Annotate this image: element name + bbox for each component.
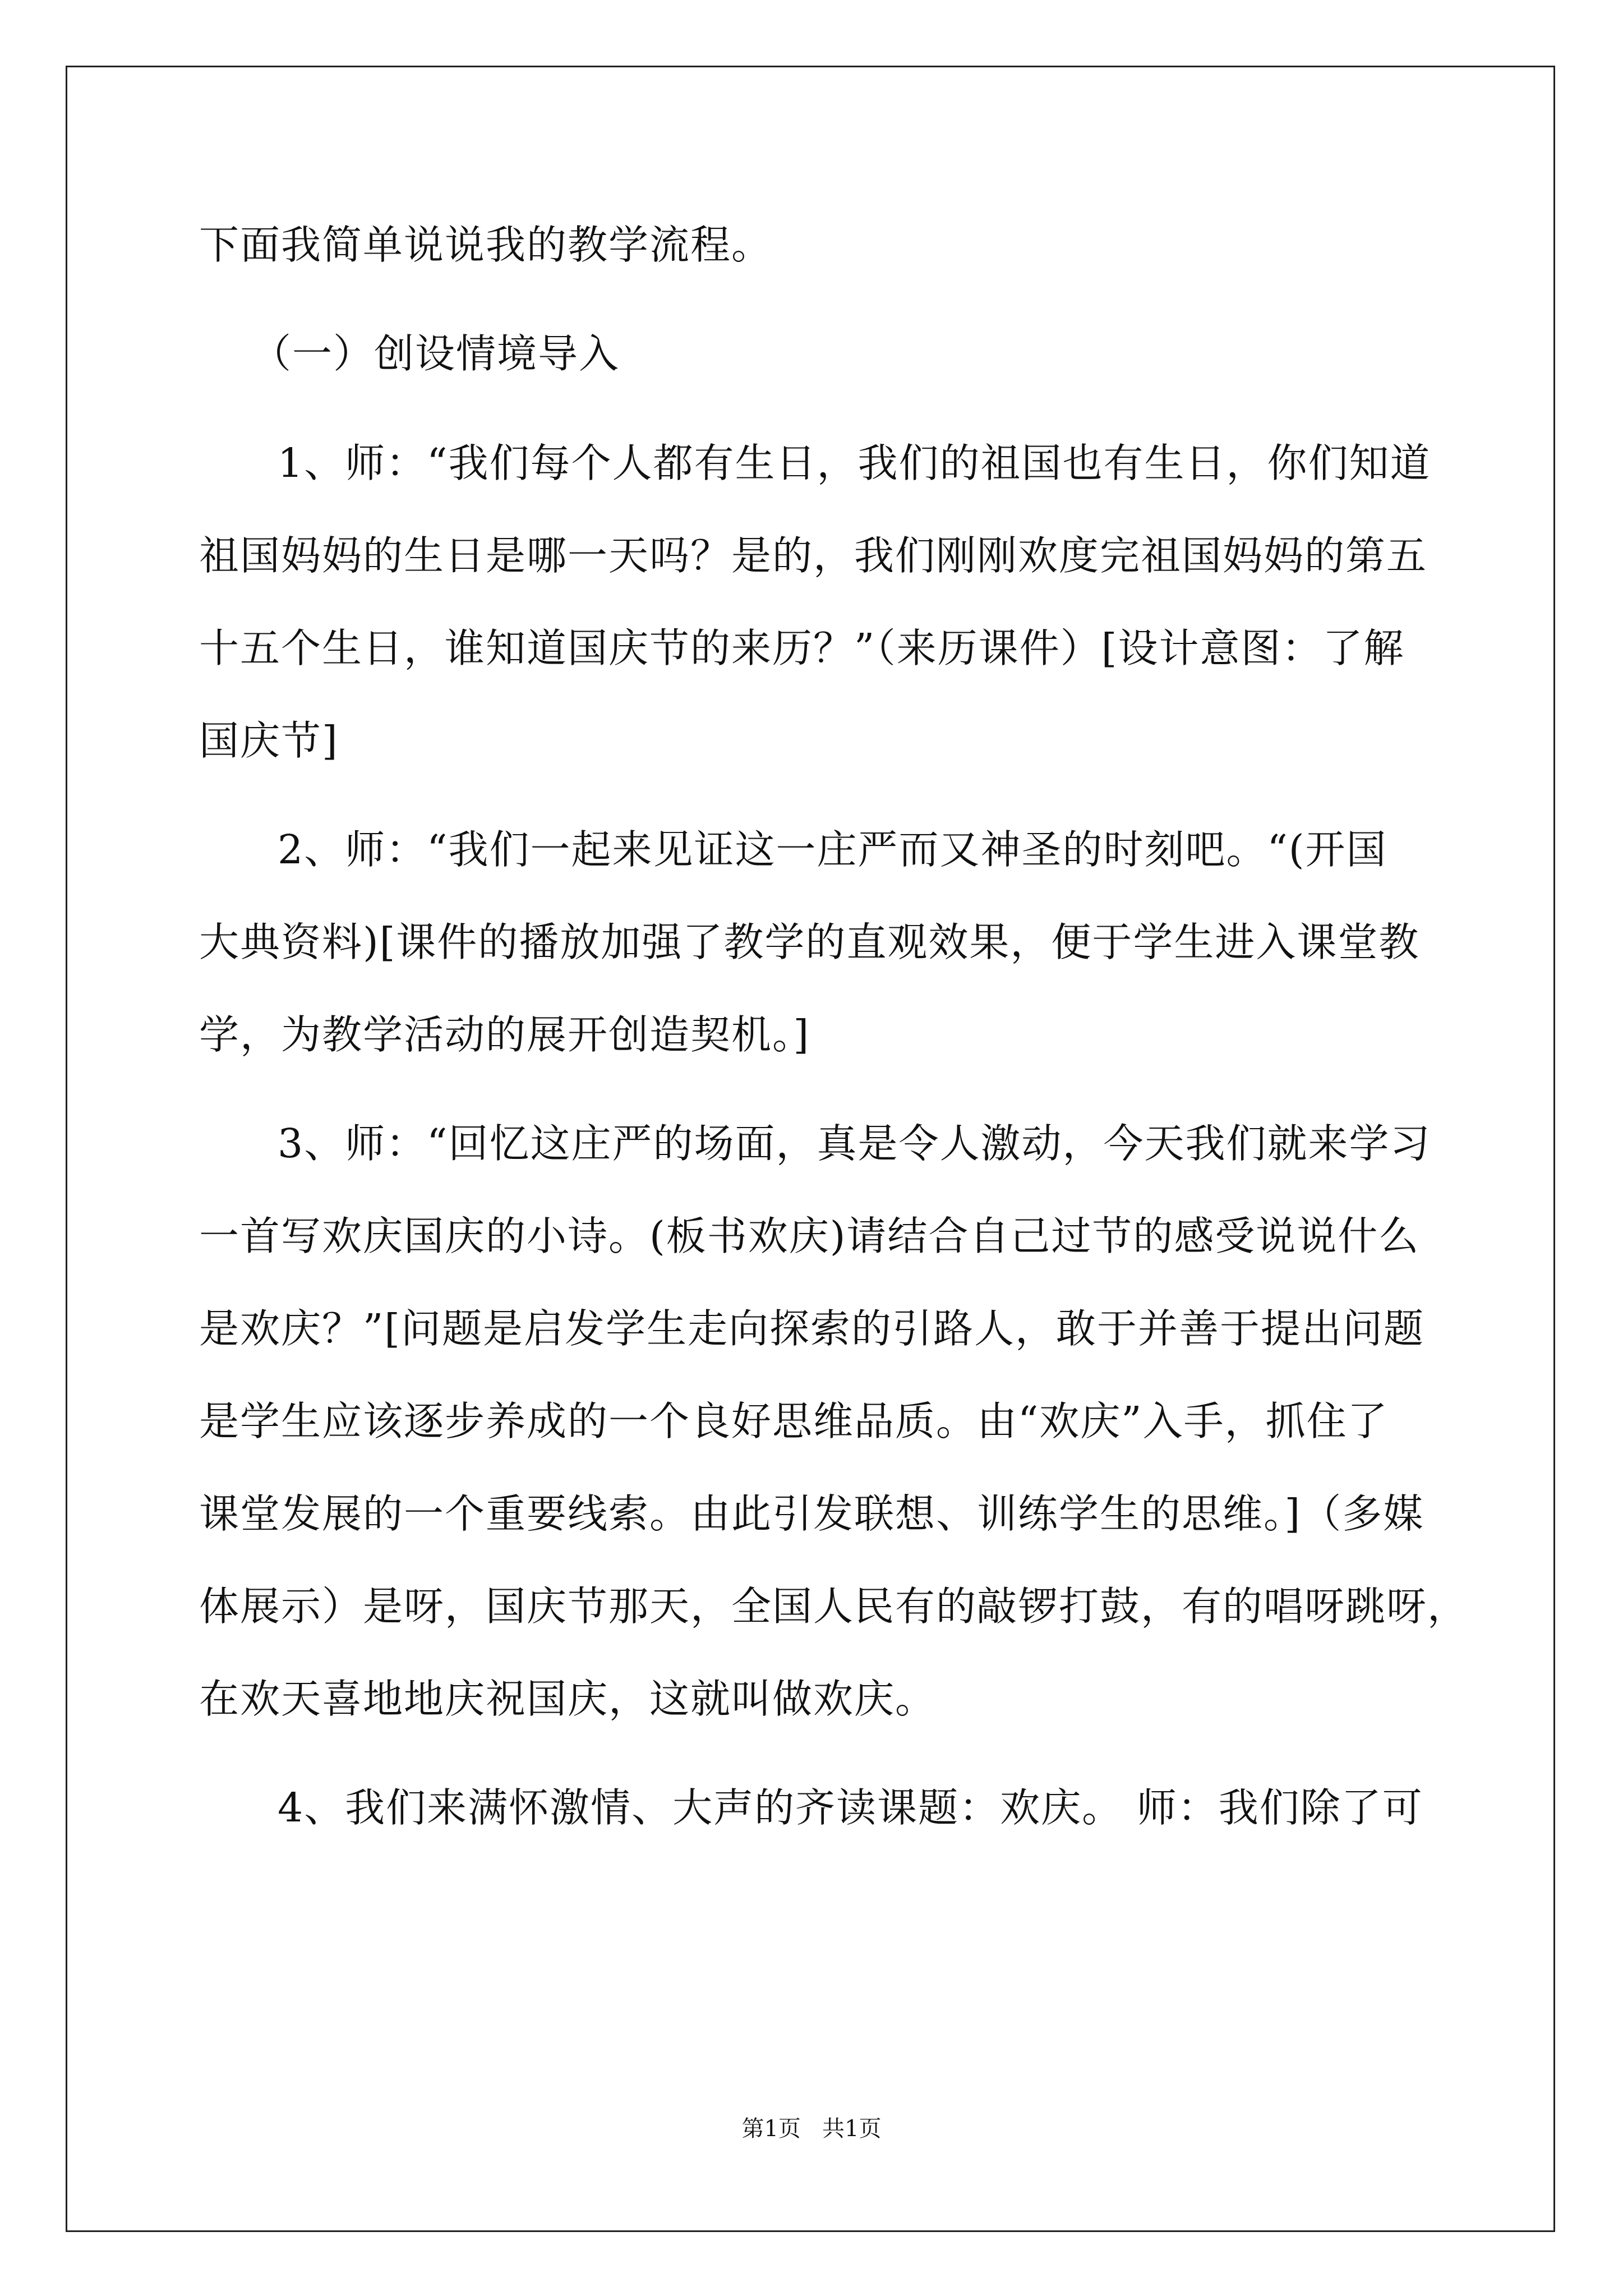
text-line-14: 课堂发展的一个重要线索。由此引发联想、训练学生的思维。]（多媒	[199, 1490, 1424, 1537]
text-line-10: 3、师：“回忆这庄严的场面，真是令人激动，今天我们就来学习	[278, 1120, 1431, 1167]
text-line-12: 是欢庆？”[问题是启发学生走向探索的引路人，敢于并善于提出问题	[199, 1305, 1425, 1352]
text-line-16: 在欢天喜地地庆祝国庆，这就叫做欢庆。	[199, 1676, 937, 1722]
text-line-7: 2、师：“我们一起来见证这一庄严而又神圣的时刻吧。“(开国	[278, 826, 1387, 873]
text-line-4: 祖国妈妈的生日是哪一天吗？是的，我们刚刚欢度完祖国妈妈的第五	[199, 532, 1428, 579]
section-heading: （一）创设情境导入	[251, 330, 620, 377]
text-line-3: 1、师：“我们每个人都有生日，我们的祖国也有生日，你们知道	[278, 440, 1431, 486]
text-line-11: 一首写欢庆国庆的小诗。(板书欢庆)请结合自己过节的感受说说什么	[199, 1213, 1420, 1259]
text-line-15: 体展示）是呀，国庆节那天，全国人民有的敲锣打鼓，有的唱呀跳呀，	[199, 1583, 1469, 1630]
page-footer: 第1页 共1页	[741, 2116, 882, 2142]
text-line-17: 4、我们来满怀激情、大声的齐读课题：欢庆。 师：我们除了可	[278, 1784, 1423, 1831]
text-line-13: 是学生应该逐步养成的一个良好思维品质。由“欢庆”入手，抓住了	[199, 1398, 1389, 1444]
text-line-9: 学，为教学活动的展开创造契机。]	[199, 1011, 810, 1058]
text-line-1: 下面我简单说说我的教学流程。	[199, 222, 773, 268]
text-line-5: 十五个生日，谁知道国庆节的来历？”（来历课件）[设计意图：了解	[199, 625, 1405, 671]
text-line-8: 大典资料)[课件的播放加强了教学的直观效果，便于学生进入课堂教	[199, 919, 1420, 965]
text-line-6: 国庆节]	[199, 717, 339, 764]
